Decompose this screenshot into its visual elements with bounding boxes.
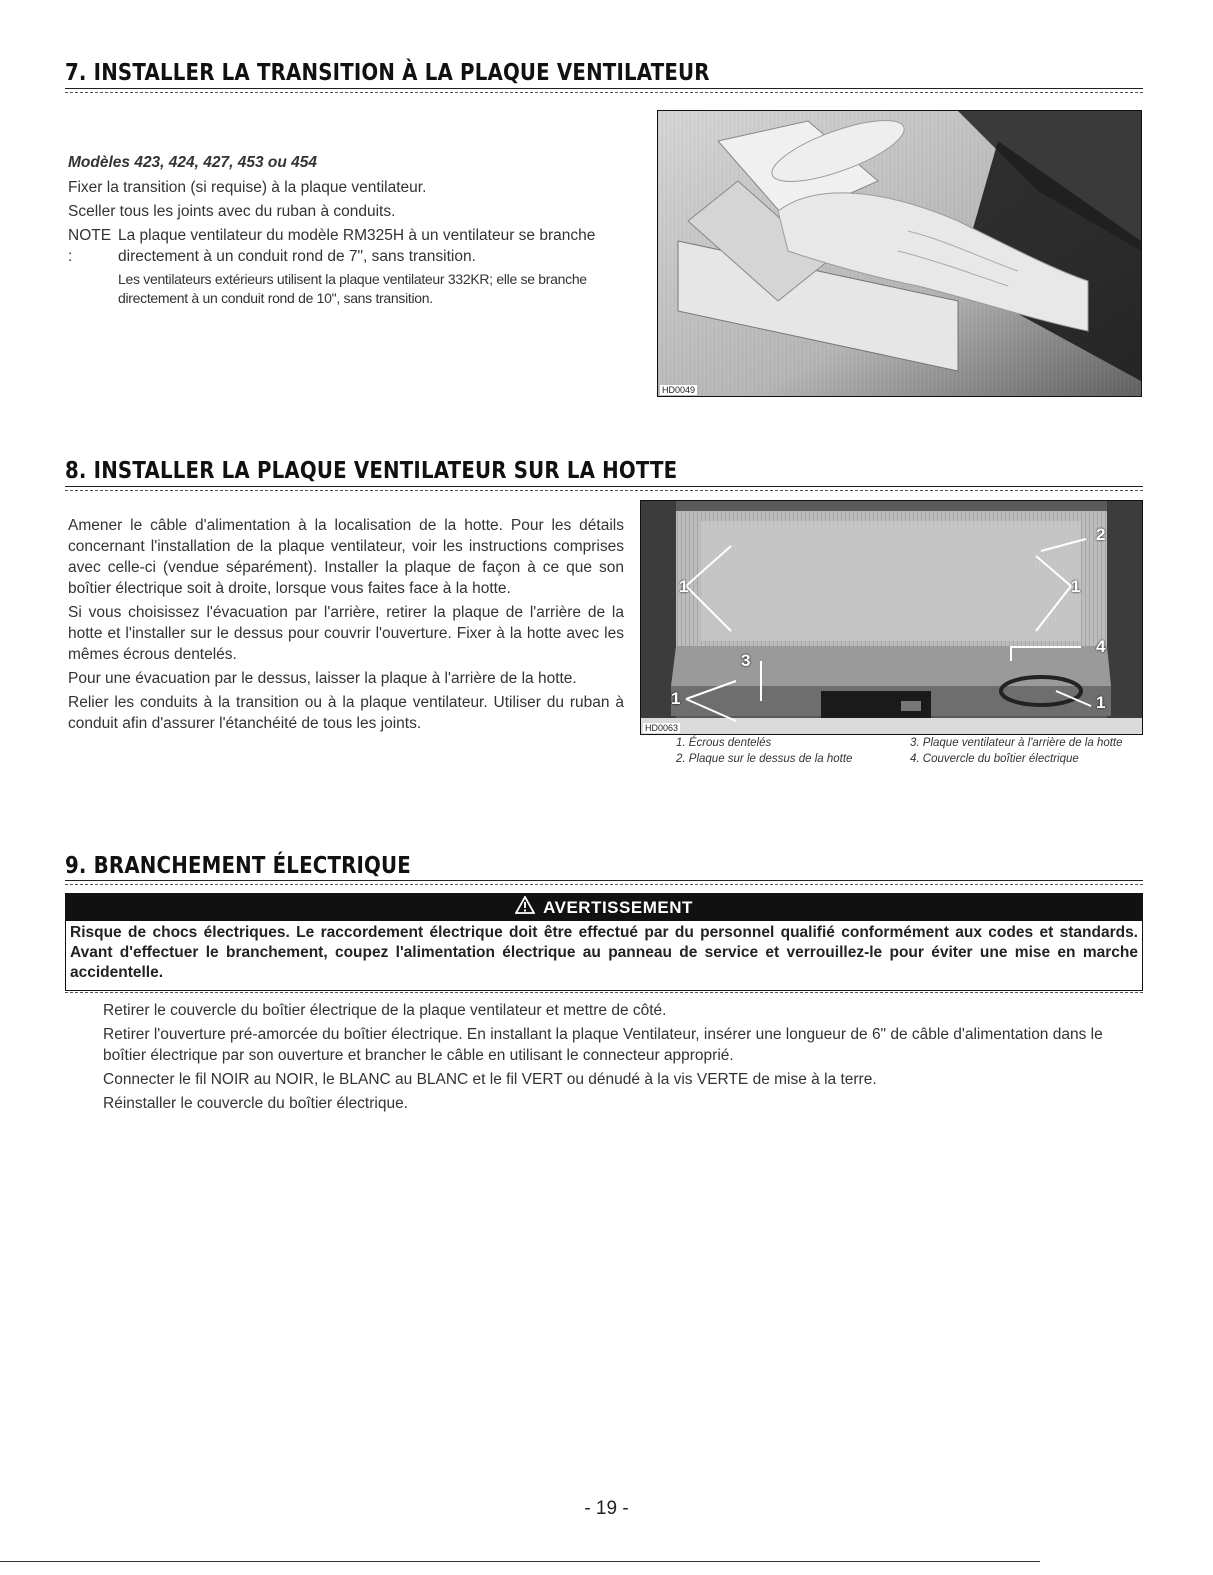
warning-text: Risque de chocs électriques. Le raccordement électrique doit être effectué par du personnel qualifié conformément aux codes et standards. Avant d'effectuer le branchement, coupez l'alimentation électrique au panneau de service et verrouillez-le pour éviter une mise en marche accidentelle. <box>70 924 1138 981</box>
caption-2: 2. Plaque sur le dessus de la hotte <box>676 753 853 765</box>
callout-3: 3 <box>741 651 751 670</box>
section-7-rule <box>65 88 1143 89</box>
callout-1-bottom-left: 1 <box>671 689 681 708</box>
section-9-title: 9. BRANCHEMENT ÉLECTRIQUE <box>65 853 411 879</box>
photo-transition-install <box>657 110 1142 397</box>
callout-1-bottom-right: 1 <box>1096 693 1106 712</box>
warning-dash-rule <box>65 992 1143 993</box>
note-text: La plaque ventilateur du modèle RM325H à un ventilateur se branche directement à un conduit rond de 7", sans transition. <box>118 227 596 265</box>
section-8-body <box>68 515 624 737</box>
warning-box <box>65 893 1143 991</box>
photo-hood-svg <box>641 501 1142 734</box>
warning-triangle-icon <box>515 895 535 922</box>
callout-2: 2 <box>1096 525 1106 544</box>
caption-1: 1. Écrous dentelés <box>676 737 772 749</box>
photo-transition-svg <box>658 111 1141 396</box>
step-4: Réinstaller le couvercle du boîtier électrique. <box>103 1095 408 1112</box>
step-3: Connecter le fil NOIR au NOIR, le BLANC au BLANC et le fil VERT ou dénudé à la vis VERTE de mise à la terre. <box>103 1071 877 1088</box>
s8-paragraph-4: Relier les conduits à la transition ou à la plaque ventilateur. Utiliser du ruban à conduit afin d'assurer l'étanchéité de tous les joints. <box>68 694 624 732</box>
section-7-title: 7. INSTALLER LA TRANSITION À LA PLAQUE VENTILATEUR <box>65 60 710 86</box>
s7-line-1: Fixer la transition (si requise) à la plaque ventilateur. <box>68 179 427 196</box>
warning-header <box>66 894 1142 921</box>
step-2: Retirer l'ouverture pré-amorcée du boîtier électrique. En installant la plaque Ventilateur, insérer une longueur de 6" de câble d'alimentation dans le boîtier électrique par son ouverture et brancher le câble en utilisant le connecteur approprié. <box>103 1026 1103 1064</box>
photo-id-label: HD0049 <box>662 385 696 395</box>
section-9-rule <box>65 880 1143 881</box>
footer-rule <box>0 1561 1040 1562</box>
section-8-rule <box>65 486 1143 487</box>
note-label: NOTE : <box>68 227 112 265</box>
section-9-steps <box>103 1000 1143 1117</box>
step-1: Retirer le couvercle du boîtier électrique de la plaque ventilateur et mettre de côté. <box>103 1002 667 1019</box>
caption-3: 3. Plaque ventilateur à l'arrière de la hotte <box>910 737 1123 749</box>
callout-1-left: 1 <box>679 577 689 596</box>
photo-hood-plate <box>640 500 1143 735</box>
warning-title: AVERTISSEMENT <box>543 898 693 917</box>
s8-paragraph-3: Pour une évacuation par le dessus, laisser la plaque à l'arrière de la hotte. <box>68 670 577 687</box>
section-7-dash-rule <box>65 92 1143 93</box>
note-text-2: Les ventilateurs extérieurs utilisent la plaque ventilateur 332KR; elle se branche directement à un conduit rond de 10", sans transition. <box>118 271 587 306</box>
models-label: Modèles 423, 424, 427, 453 ou 454 <box>68 154 318 171</box>
s8-paragraph-2: Si vous choisissez l'évacuation par l'arrière, retirer la plaque de l'arrière de la hotte et l'installer sur le dessus pour couvrir l'ouverture. Fixer à la hotte avec les mêmes écrous dentelés. <box>68 604 624 663</box>
page-number: - 19 - <box>584 1498 629 1519</box>
caption-4: 4. Couvercle du boîtier électrique <box>910 753 1079 765</box>
section-9-dash-rule <box>65 884 1143 885</box>
s8-paragraph-1: Amener le câble d'alimentation à la localisation de la hotte. Pour les détails concernant l'installation de la plaque ventilateur, voir les instructions comprises avec celle-ci (vendue séparément). Installer la plaque de façon à ce que son boîtier électrique soit à droite, lorsque vous faites face à la hotte. <box>68 517 624 597</box>
photo-id-label: HD0063 <box>645 723 679 733</box>
section-8-title: 8. INSTALLER LA PLAQUE VENTILATEUR SUR LA HOTTE <box>65 458 678 484</box>
callout-4: 4 <box>1096 637 1106 656</box>
callout-1-right: 1 <box>1071 577 1081 596</box>
s7-note <box>68 225 628 311</box>
s7-line-2: Sceller tous les joints avec du ruban à conduits. <box>68 203 396 220</box>
section-8-dash-rule <box>65 490 1143 491</box>
section-7-body <box>68 152 628 311</box>
